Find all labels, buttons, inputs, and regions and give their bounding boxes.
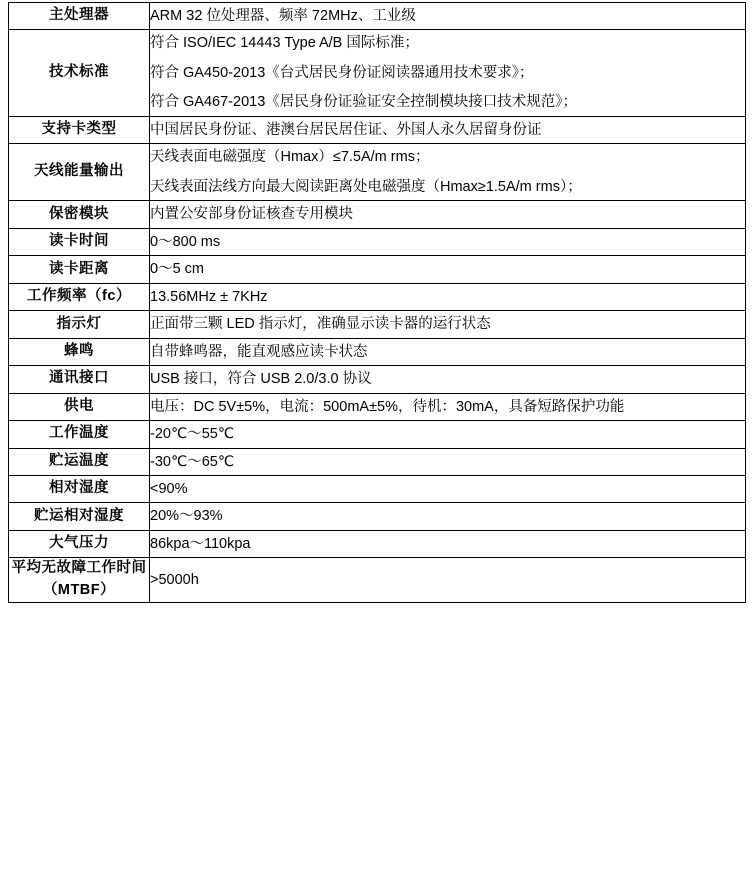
row-value-indicator-light — [150, 311, 746, 338]
table-row — [9, 201, 746, 228]
value-line: 中国居民身份证、港澳台居民居住证、外国人永久居留身份证 — [150, 121, 542, 138]
value-line: 0～800 ms — [150, 233, 221, 250]
row-value-security-module — [150, 201, 746, 228]
row-label-operating-temperature: 工作温度 — [9, 421, 150, 448]
table-row — [9, 311, 746, 338]
row-label-technical-standards: 技术标准 — [9, 30, 150, 116]
value-line: 天线表面法线方向最大阅读距离处电磁强度（Hmax≥1.5A/m rms）； — [150, 178, 582, 195]
row-label-communication-interface: 通讯接口 — [9, 366, 150, 393]
value-line: -20℃～55℃ — [150, 426, 235, 443]
table-row — [9, 421, 746, 448]
value-line: 13.56MHz ± 7KHz — [150, 288, 268, 305]
value-line: 电压：DC 5V±5%，电流：500mA±5%，待机：30mA，具备短路保护功能 — [150, 398, 625, 415]
row-value-storage-temperature — [150, 448, 746, 475]
value-line: 自带蜂鸣器，能直观感应读卡状态 — [150, 343, 368, 360]
row-value-buzzer — [150, 338, 746, 365]
table-row — [9, 283, 746, 310]
table-row — [9, 116, 746, 143]
table-row — [9, 393, 746, 420]
value-line: ARM 32 位处理器、频率 72MHz、工业级 — [150, 8, 416, 24]
row-label-relative-humidity: 相对湿度 — [9, 475, 150, 502]
value-line: 天线表面电磁强度（Hmax）≤7.5A/m rms； — [150, 149, 430, 166]
row-value-supported-card-types — [150, 116, 746, 143]
table-row — [9, 558, 746, 603]
table-row — [9, 3, 746, 30]
value-line: 内置公安部身份证核查专用模块 — [150, 206, 353, 223]
row-value-relative-humidity — [150, 475, 746, 502]
table-row — [9, 366, 746, 393]
table-row — [9, 503, 746, 530]
row-label-security-module: 保密模块 — [9, 201, 150, 228]
row-value-storage-relative-humidity — [150, 503, 746, 530]
row-value-mtbf — [150, 558, 746, 603]
row-label-antenna-energy-output: 天线能量输出 — [9, 144, 150, 201]
table-row — [9, 228, 746, 255]
table-row — [9, 530, 746, 557]
value-line: 符合 GA467-2013《居民身份证验证安全控制模块接口技术规范》； — [150, 94, 578, 111]
row-value-main-processor — [150, 3, 746, 30]
row-value-antenna-energy-output — [150, 144, 746, 201]
table-row — [9, 448, 746, 475]
row-value-operating-temperature — [150, 421, 746, 448]
table-row — [9, 30, 746, 116]
value-line: USB 接口，符合 USB 2.0/3.0 协议 — [150, 371, 372, 388]
value-line: 86kpa～110kpa — [150, 535, 251, 552]
row-value-power-supply — [150, 393, 746, 420]
row-label-storage-relative-humidity: 贮运相对湿度 — [9, 503, 150, 530]
row-label-card-read-distance: 读卡距离 — [9, 256, 150, 283]
row-label-operating-frequency: 工作频率（fc） — [9, 283, 150, 310]
value-line: >5000h — [150, 571, 199, 588]
specification-table — [8, 2, 746, 603]
row-label-buzzer: 蜂鸣 — [9, 338, 150, 365]
row-label-atmospheric-pressure: 大气压力 — [9, 530, 150, 557]
row-value-card-read-time — [150, 228, 746, 255]
value-line: 0～5 cm — [150, 261, 204, 278]
row-label-mtbf: 平均无故障工作时间（MTBF） — [9, 558, 150, 603]
value-line: 正面带三颗 LED 指示灯，准确显示读卡器的运行状态 — [150, 316, 491, 333]
row-value-technical-standards — [150, 30, 746, 116]
value-line: 符合 ISO/IEC 14443 Type A/B 国际标准； — [150, 35, 419, 52]
row-label-main-processor: 主处理器 — [9, 3, 150, 30]
value-line: 20%～93% — [150, 508, 223, 525]
value-line: -30℃～65℃ — [150, 453, 235, 470]
value-line: <90% — [150, 480, 188, 497]
table-body — [9, 3, 746, 603]
row-value-communication-interface — [150, 366, 746, 393]
row-label-storage-temperature: 贮运温度 — [9, 448, 150, 475]
table-row — [9, 144, 746, 201]
row-label-supported-card-types: 支持卡类型 — [9, 116, 150, 143]
row-label-card-read-time: 读卡时间 — [9, 228, 150, 255]
value-line: 符合 GA450-2013《台式居民身份证阅读器通用技术要求》； — [150, 64, 534, 81]
row-label-indicator-light: 指示灯 — [9, 311, 150, 338]
row-value-card-read-distance — [150, 256, 746, 283]
row-value-operating-frequency — [150, 283, 746, 310]
row-value-atmospheric-pressure — [150, 530, 746, 557]
row-label-power-supply: 供电 — [9, 393, 150, 420]
table-row — [9, 256, 746, 283]
table-row — [9, 338, 746, 365]
table-row — [9, 475, 746, 502]
